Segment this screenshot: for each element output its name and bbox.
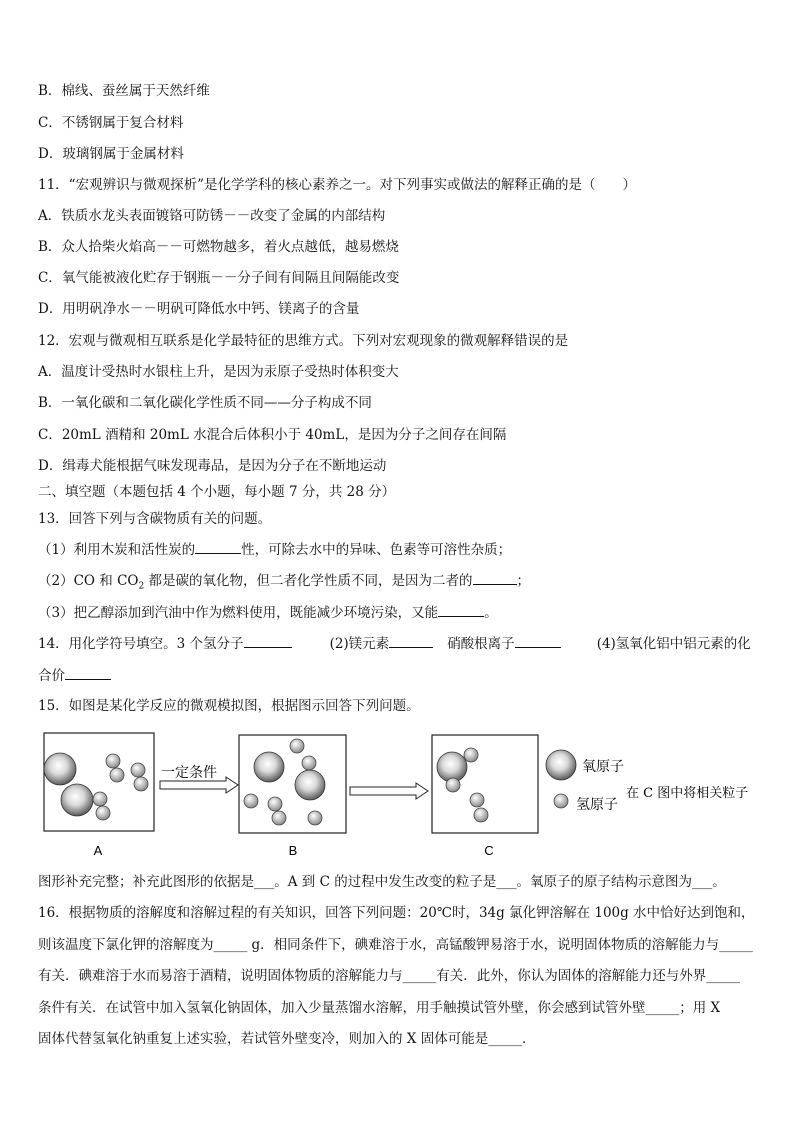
- hydrogen-atom: [268, 797, 282, 811]
- legend-oxygen-label: 氧原子: [582, 758, 624, 774]
- option-c: C．不锈钢属于复合材料: [38, 115, 184, 131]
- answer-blank[interactable]: [389, 634, 433, 648]
- q14-text-c: 硝酸根离子: [447, 636, 515, 652]
- q14-text-e: 合价: [38, 668, 65, 684]
- hydrogen-atom: [470, 793, 484, 807]
- q13-3-text-a: （3）把乙醇添加到汽油中作为燃料使用，既能减少环境污染，又能: [38, 605, 439, 621]
- option-b: B．棉线、蚕丝属于天然纤维: [38, 83, 210, 99]
- answer-blank[interactable]: [473, 571, 517, 585]
- side-note: 在 C 图中将相关粒子: [626, 786, 749, 801]
- q12-option-b: B．一氧化碳和二氧化碳化学性质不同——分子构成不同: [38, 395, 372, 411]
- section-2-heading: 二、填空题（本题包括 4 个小题，每小题 7 分，共 28 分）: [38, 484, 396, 500]
- hydrogen-atom: [96, 806, 110, 820]
- hydrogen-atom: [106, 754, 120, 768]
- question-14-cont: [38, 666, 111, 685]
- oxygen-atom: [254, 752, 284, 782]
- answer-blank[interactable]: [438, 603, 484, 617]
- q13-3-text-b: 。: [484, 605, 498, 621]
- question-15: 15．如图是某化学反应的微观模拟图，根据图示回答下列问题。: [38, 698, 420, 714]
- question-16-line-2: 则该温度下氯化钾的溶解度为_____ g．相同条件下，碘难溶于水，高锰酸钾易溶于水，说明固体物质的溶解能力与_____: [38, 937, 753, 953]
- q11-option-d: D．用明矾净水－－明矾可降低水中钙、镁离子的含量: [38, 301, 360, 317]
- answer-blank[interactable]: [515, 634, 561, 648]
- q11-option-c: C．氧气能被液化贮存于钢瓶－－分子间有间隔且间隔能改变: [38, 270, 400, 286]
- hydrogen-atom: [93, 792, 107, 806]
- question-16-line-5: 固体代替氢氧化钠重复上述实验，若试管外壁变冷，则加入的 X 固体可能是_____．: [38, 1031, 536, 1047]
- question-14: [38, 634, 751, 653]
- answer-blank[interactable]: [244, 634, 292, 648]
- oxygen-atom: [44, 753, 76, 785]
- oxygen-atom: [61, 784, 93, 816]
- q13-part-2: [38, 571, 530, 596]
- oxygen-atom: [437, 752, 467, 782]
- q14-text-a: 14．用化学符号填空。3 个氢分子: [38, 636, 244, 652]
- q13-1-text-a: （1）利用木炭和活性炭的: [38, 542, 196, 558]
- reaction-diagram: [30, 725, 770, 865]
- reaction-arrow-2: [350, 783, 428, 799]
- hydrogen-atom: [464, 748, 478, 762]
- q14-text-d: (4)氢氧化铝中铝元素的化: [596, 636, 751, 652]
- label-c: C: [484, 843, 494, 858]
- hydrogen-atom: [302, 756, 316, 770]
- hydrogen-atom: [308, 811, 322, 825]
- q13-2-subscript: 2: [138, 581, 145, 592]
- q12-option-a: A．温度计受热时水银柱上升，是因为汞原子受热时体积变大: [38, 364, 399, 380]
- hydrogen-atom: [272, 811, 286, 825]
- q13-2-text-b: 都是碳的氧化物，但二者化学性质不同，是因为二者的: [144, 573, 473, 589]
- hydrogen-atom: [244, 794, 258, 808]
- q15-continuation: 图形补充完整；补充此图形的依据是___。A 到 C 的过程中发生改变的粒子是___。氧原子的原子结构示意图为___。: [38, 874, 726, 890]
- question-12: 12．宏观与微观相互联系是化学最特征的思维方式。下列对宏观现象的微观解释错误的是: [38, 333, 569, 349]
- question-16-line-1: 16．根据物质的溶解度和溶解过程的有关知识，回答下列问题：20℃时，34g 氯化钾溶解在 100g 水中恰好达到饱和，: [38, 905, 755, 921]
- hydrogen-atom: [134, 777, 148, 791]
- oxygen-atom: [295, 770, 325, 800]
- q13-1-text-b: 性，可除去水中的异味、色素等可溶性杂质；: [241, 542, 512, 558]
- hydrogen-atom: [446, 778, 460, 792]
- q14-text-b: (2)镁元素: [329, 636, 390, 652]
- q11-option-a: A．铁质水龙头表面镀铬可防锈－－改变了金属的内部结构: [38, 208, 386, 224]
- q13-part-1: [38, 540, 511, 559]
- answer-blank[interactable]: [195, 540, 241, 554]
- q13-2-text-a: （2）CO 和 CO: [38, 573, 139, 589]
- answer-blank[interactable]: [65, 666, 111, 680]
- hydrogen-atom: [474, 808, 488, 822]
- q12-option-c: C．20mL 酒精和 20mL 水混合后体积小于 40mL，是因为分子之间存在间隔: [38, 427, 507, 443]
- legend-hydrogen-label: 氢原子: [576, 796, 618, 812]
- option-d: D．玻璃钢属于金属材料: [38, 146, 184, 162]
- hydrogen-atom: [110, 768, 124, 782]
- label-a: A: [93, 843, 103, 858]
- question-13: 13．回答下列与含碳物质有关的问题。: [38, 511, 272, 527]
- hydrogen-atom: [290, 739, 304, 753]
- label-b: B: [288, 843, 298, 858]
- question-16-line-3: 有关．碘难溶于水而易溶于酒精，说明固体物质的溶解能力与_____有关．此外，你认为固体的溶解能力还与外界_____: [38, 968, 740, 984]
- q11-option-b: B．众人拾柴火焰高－－可燃物越多，着火点越低，越易燃烧: [38, 239, 399, 255]
- condition-label: 一定条件: [161, 764, 217, 780]
- q12-option-d: D．缉毒犬能根据气味发现毒品，是因为分子在不断地运动: [38, 458, 387, 474]
- hydrogen-atom: [131, 763, 145, 777]
- q13-2-text-c: ；: [516, 573, 530, 589]
- q13-part-3: [38, 603, 498, 622]
- question-11: 11．“宏观辨识与微观探析”是化学学科的核心素养之一。对下列事实或做法的解释正确的是（ ）: [38, 177, 636, 193]
- legend-oxygen-icon: [546, 750, 576, 780]
- question-16-line-4: 条件有关．在试管中加入氢氧化钠固体，加入少量蒸馏水溶解，用手触摸试管外壁，你会感到试管外壁_____；用 X: [38, 1000, 721, 1016]
- legend-hydrogen-icon: [554, 794, 568, 808]
